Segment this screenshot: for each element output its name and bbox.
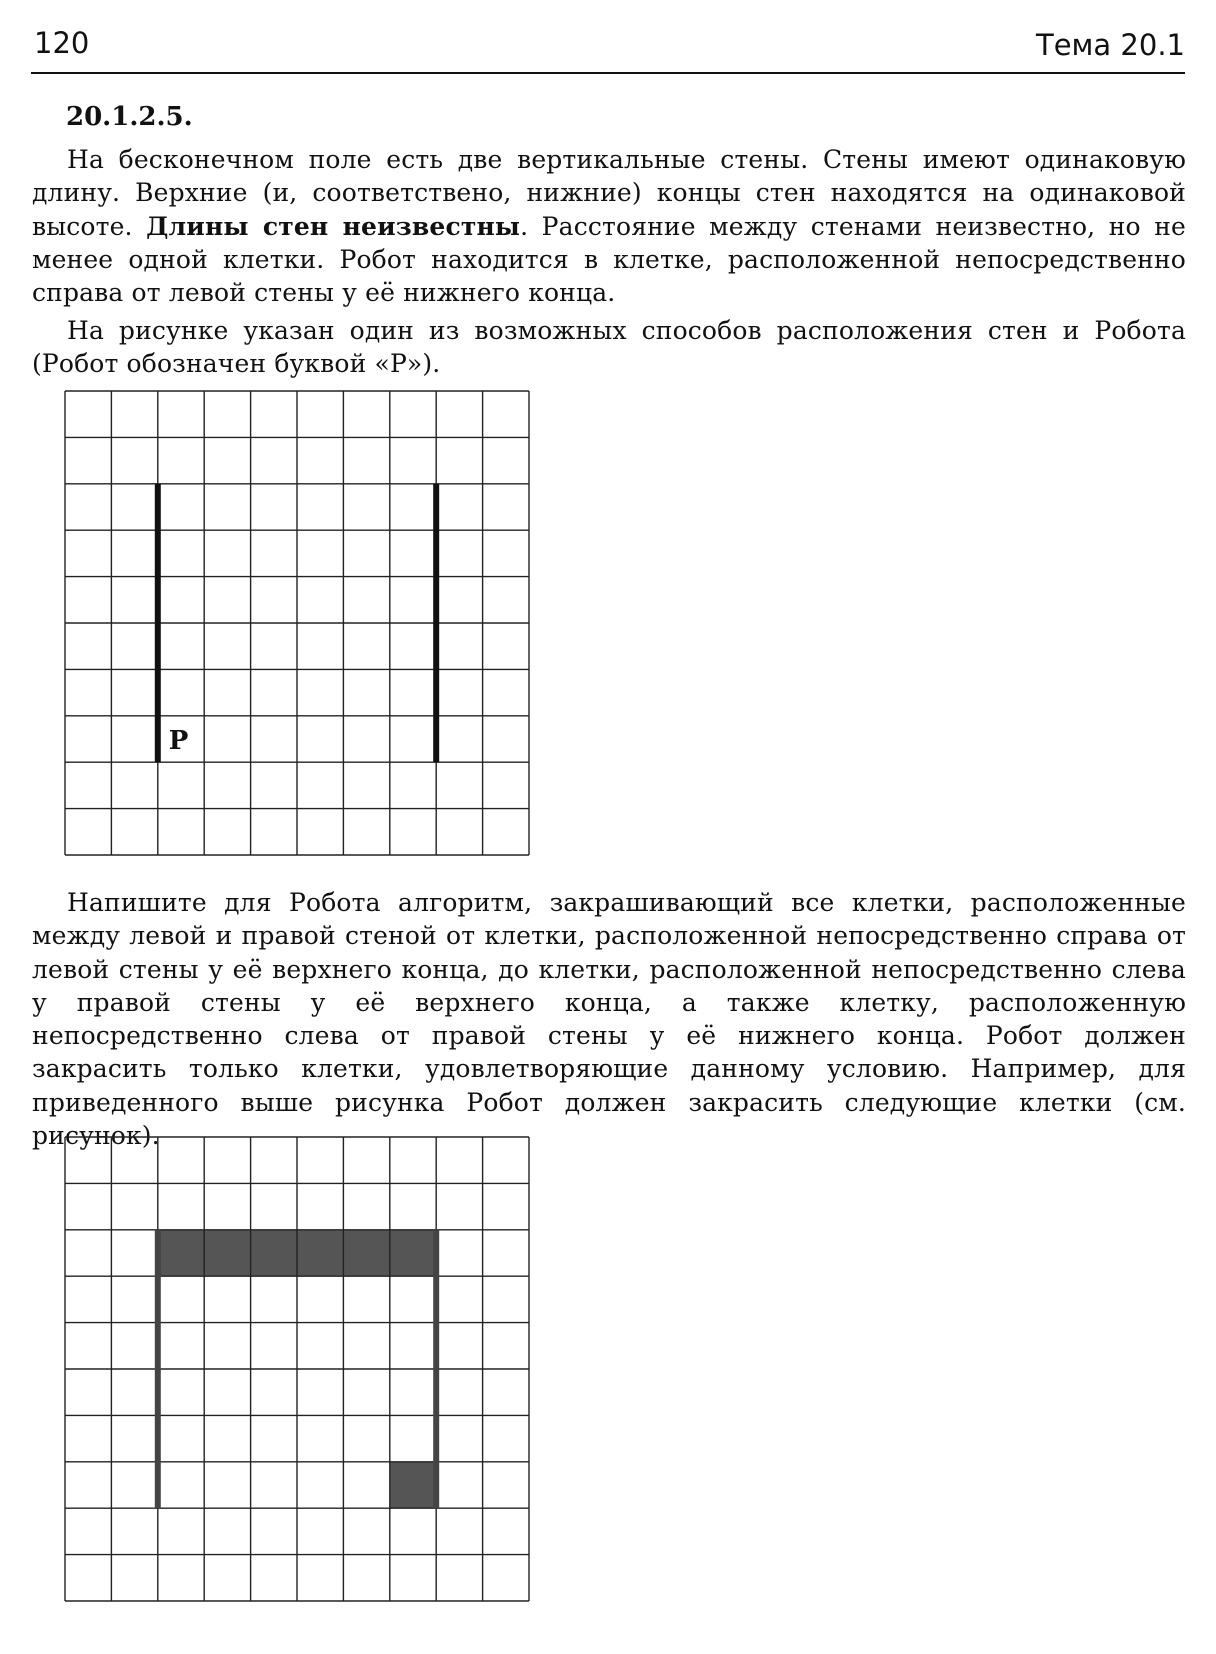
task-paragraph-1-bold: Длины стен неизвестны [146, 211, 521, 241]
robot-marker: Р [168, 725, 189, 756]
running-head: Тема 20.1 [1036, 28, 1185, 62]
filled-cell [158, 1230, 204, 1276]
initial-field-figure [64, 390, 530, 856]
filled-cell [390, 1230, 436, 1276]
task-paragraph-1 [32, 143, 1186, 309]
task-paragraph-3: Напишите для Робота алгоритм, закрашивающий все клетки, расположенные между левой и правой стеной от клетки, расположенной непосредственно справа от левой стены у её верхнего конца, до клетки, расположенной непосредственно слева у правой стены у её верхнего конца, а также клетку, расположенную непосредственно слева от правой стены у её нижнего конца. Робот должен закрасить только клетки, удовлетворяющие данному условию. Например, для приведенного выше рисунка Робот должен закрасить следующие клетки (см. рисунок). [32, 888, 1186, 1151]
task-paragraph-2: На рисунке указан один из возможных способов расположения стен и Робота (Робот обозначен буквой «Р»). [32, 316, 1186, 379]
task-number: 20.1.2.5. [66, 102, 193, 132]
result-field-figure [64, 1136, 530, 1602]
filled-cell [390, 1462, 436, 1508]
filled-cell [251, 1230, 297, 1276]
page-number: 120 [34, 26, 90, 60]
filled-cell [343, 1230, 389, 1276]
task-paragraph-1-part-b: . Расстояние между стенами неизвестно, но не менее одной клетки. Робот находится в клетке, расположенной непосредственно справа от левой стены у её нижнего конца. [32, 211, 1186, 308]
header-rule [31, 72, 1185, 74]
filled-cell [297, 1230, 343, 1276]
task-paragraph-1-part-a: На бесконечном поле есть две вертикальные стены. Стены имеют одинаковую длину. Верхние (и, соответствено, нижние) концы стен находятся на одинаковой высоте. [32, 145, 1186, 241]
filled-cell [204, 1230, 250, 1276]
